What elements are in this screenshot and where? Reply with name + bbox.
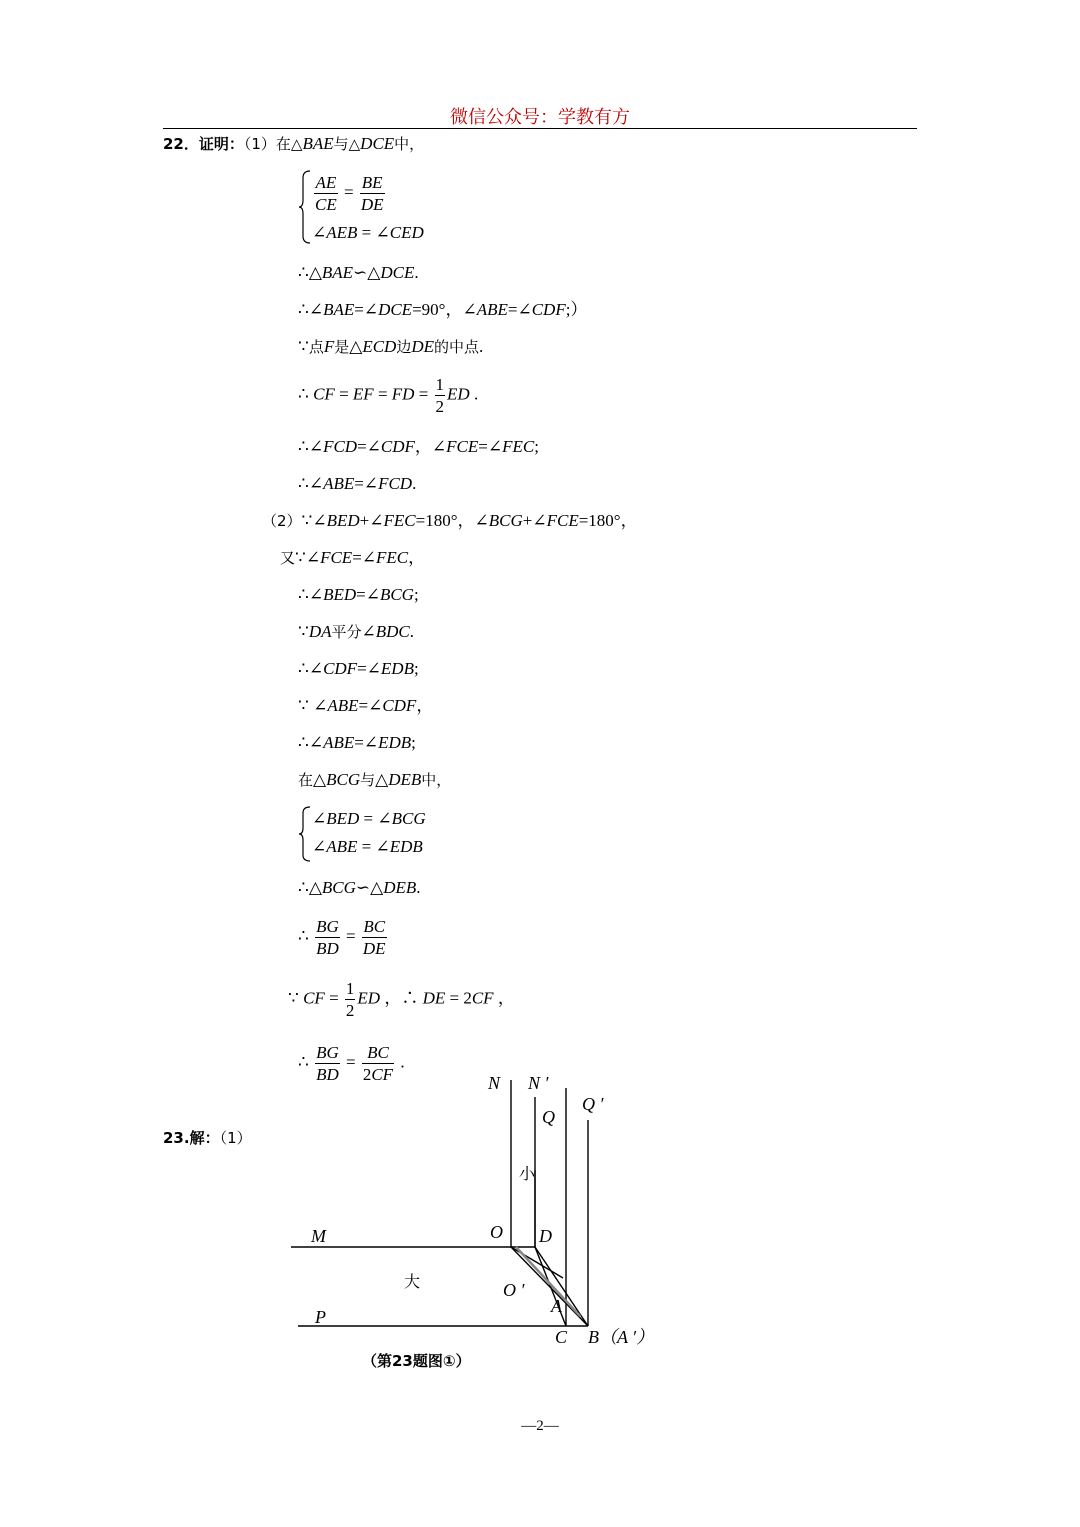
page-number: —2— xyxy=(521,1418,559,1434)
proof-line-14: ∴∠ABE=∠EDB; xyxy=(298,733,416,752)
problem-22-intro: 22．证明：（1）在△BAE与△DCE中， xyxy=(163,134,425,153)
system2-line2: ∠ABE = ∠EDB xyxy=(312,837,423,856)
page-header: 微信公众号：学教有方 xyxy=(450,107,630,128)
proof-line-16: ∴△BCG∽△DEB. xyxy=(298,878,421,897)
proof-line-6: ∴∠FCD=∠CDF，∠FCE=∠FEC; xyxy=(298,437,539,456)
label-N-prime: N ′ xyxy=(528,1073,549,1093)
system1-angle: ∠AEB = ∠CED xyxy=(312,223,424,242)
label-Q-prime: Q ′ xyxy=(582,1094,604,1114)
proof-line-11: ∵DA平分∠BDC. xyxy=(298,622,415,641)
problem-23-intro: 23.解：（1） xyxy=(163,1129,252,1147)
label-N: N xyxy=(488,1073,501,1093)
proof-line-2: ∴△BAE∽△DCE. xyxy=(298,263,419,282)
proof-line-7: ∴∠ABE=∠FCD. xyxy=(298,474,417,493)
proof-line-15: 在△BCG与△DEB中， xyxy=(298,770,452,789)
proof-line-17: ∴ $\frac{BG}{BD}$ = $\frac{BC}{DE}$ xyxy=(298,917,386,958)
proof-line-8: （2）∵∠BED+∠FEC=180°，∠BCG+∠FCE=180°， xyxy=(262,511,638,530)
proof-line-3: ∴∠BAE=∠DCE=90°，∠ABE=∠CDF;） xyxy=(298,300,588,319)
proof-line-12: ∴∠CDF=∠EDB; xyxy=(298,659,419,678)
label-small: 小 xyxy=(519,1164,536,1183)
label-A: A xyxy=(551,1296,562,1316)
problem-23-label: 23.解： xyxy=(163,1129,220,1147)
proof-line-4: ∵点F是△ECD边DE的中点. xyxy=(298,337,484,356)
label-O-prime: O ′ xyxy=(503,1280,525,1300)
label-C: C xyxy=(555,1327,568,1347)
label-Q: Q xyxy=(542,1107,555,1127)
figure-caption: （第23题图①） xyxy=(362,1352,471,1370)
proof-line-10: ∴∠BED=∠BCG; xyxy=(298,585,419,604)
proof-line-13: ∵ ∠ABE=∠CDF， xyxy=(298,696,434,715)
label-P: P xyxy=(315,1307,326,1327)
label-O: O xyxy=(490,1222,503,1242)
label-big: 大 xyxy=(404,1272,421,1291)
label-D: D xyxy=(539,1226,552,1246)
proof-line-19: ∴ $\frac{BG}{BD}$ = $\frac{BC}{2CF}$ . xyxy=(298,1043,405,1084)
label-B-A-prime: B（A ′） xyxy=(588,1327,655,1347)
system1-ratio: $\frac{AE}{CE}$ = $\frac{BE}{DE}$ xyxy=(315,173,384,214)
proof-line-5: ∴ CF = EF = FD = $\frac{1}{2}$ ED . xyxy=(298,375,479,416)
proof-line-18: ∵ CF = $\frac{1}{2}$ ED ，∴ DE = 2CF ， xyxy=(288,979,515,1020)
system2-line1: ∠BED = ∠BCG xyxy=(312,809,426,828)
label-M: M xyxy=(311,1226,326,1246)
proof-line-9: 又∵∠FCE=∠FEC， xyxy=(280,548,426,567)
problem-22-label: 22．证明： xyxy=(163,135,244,153)
